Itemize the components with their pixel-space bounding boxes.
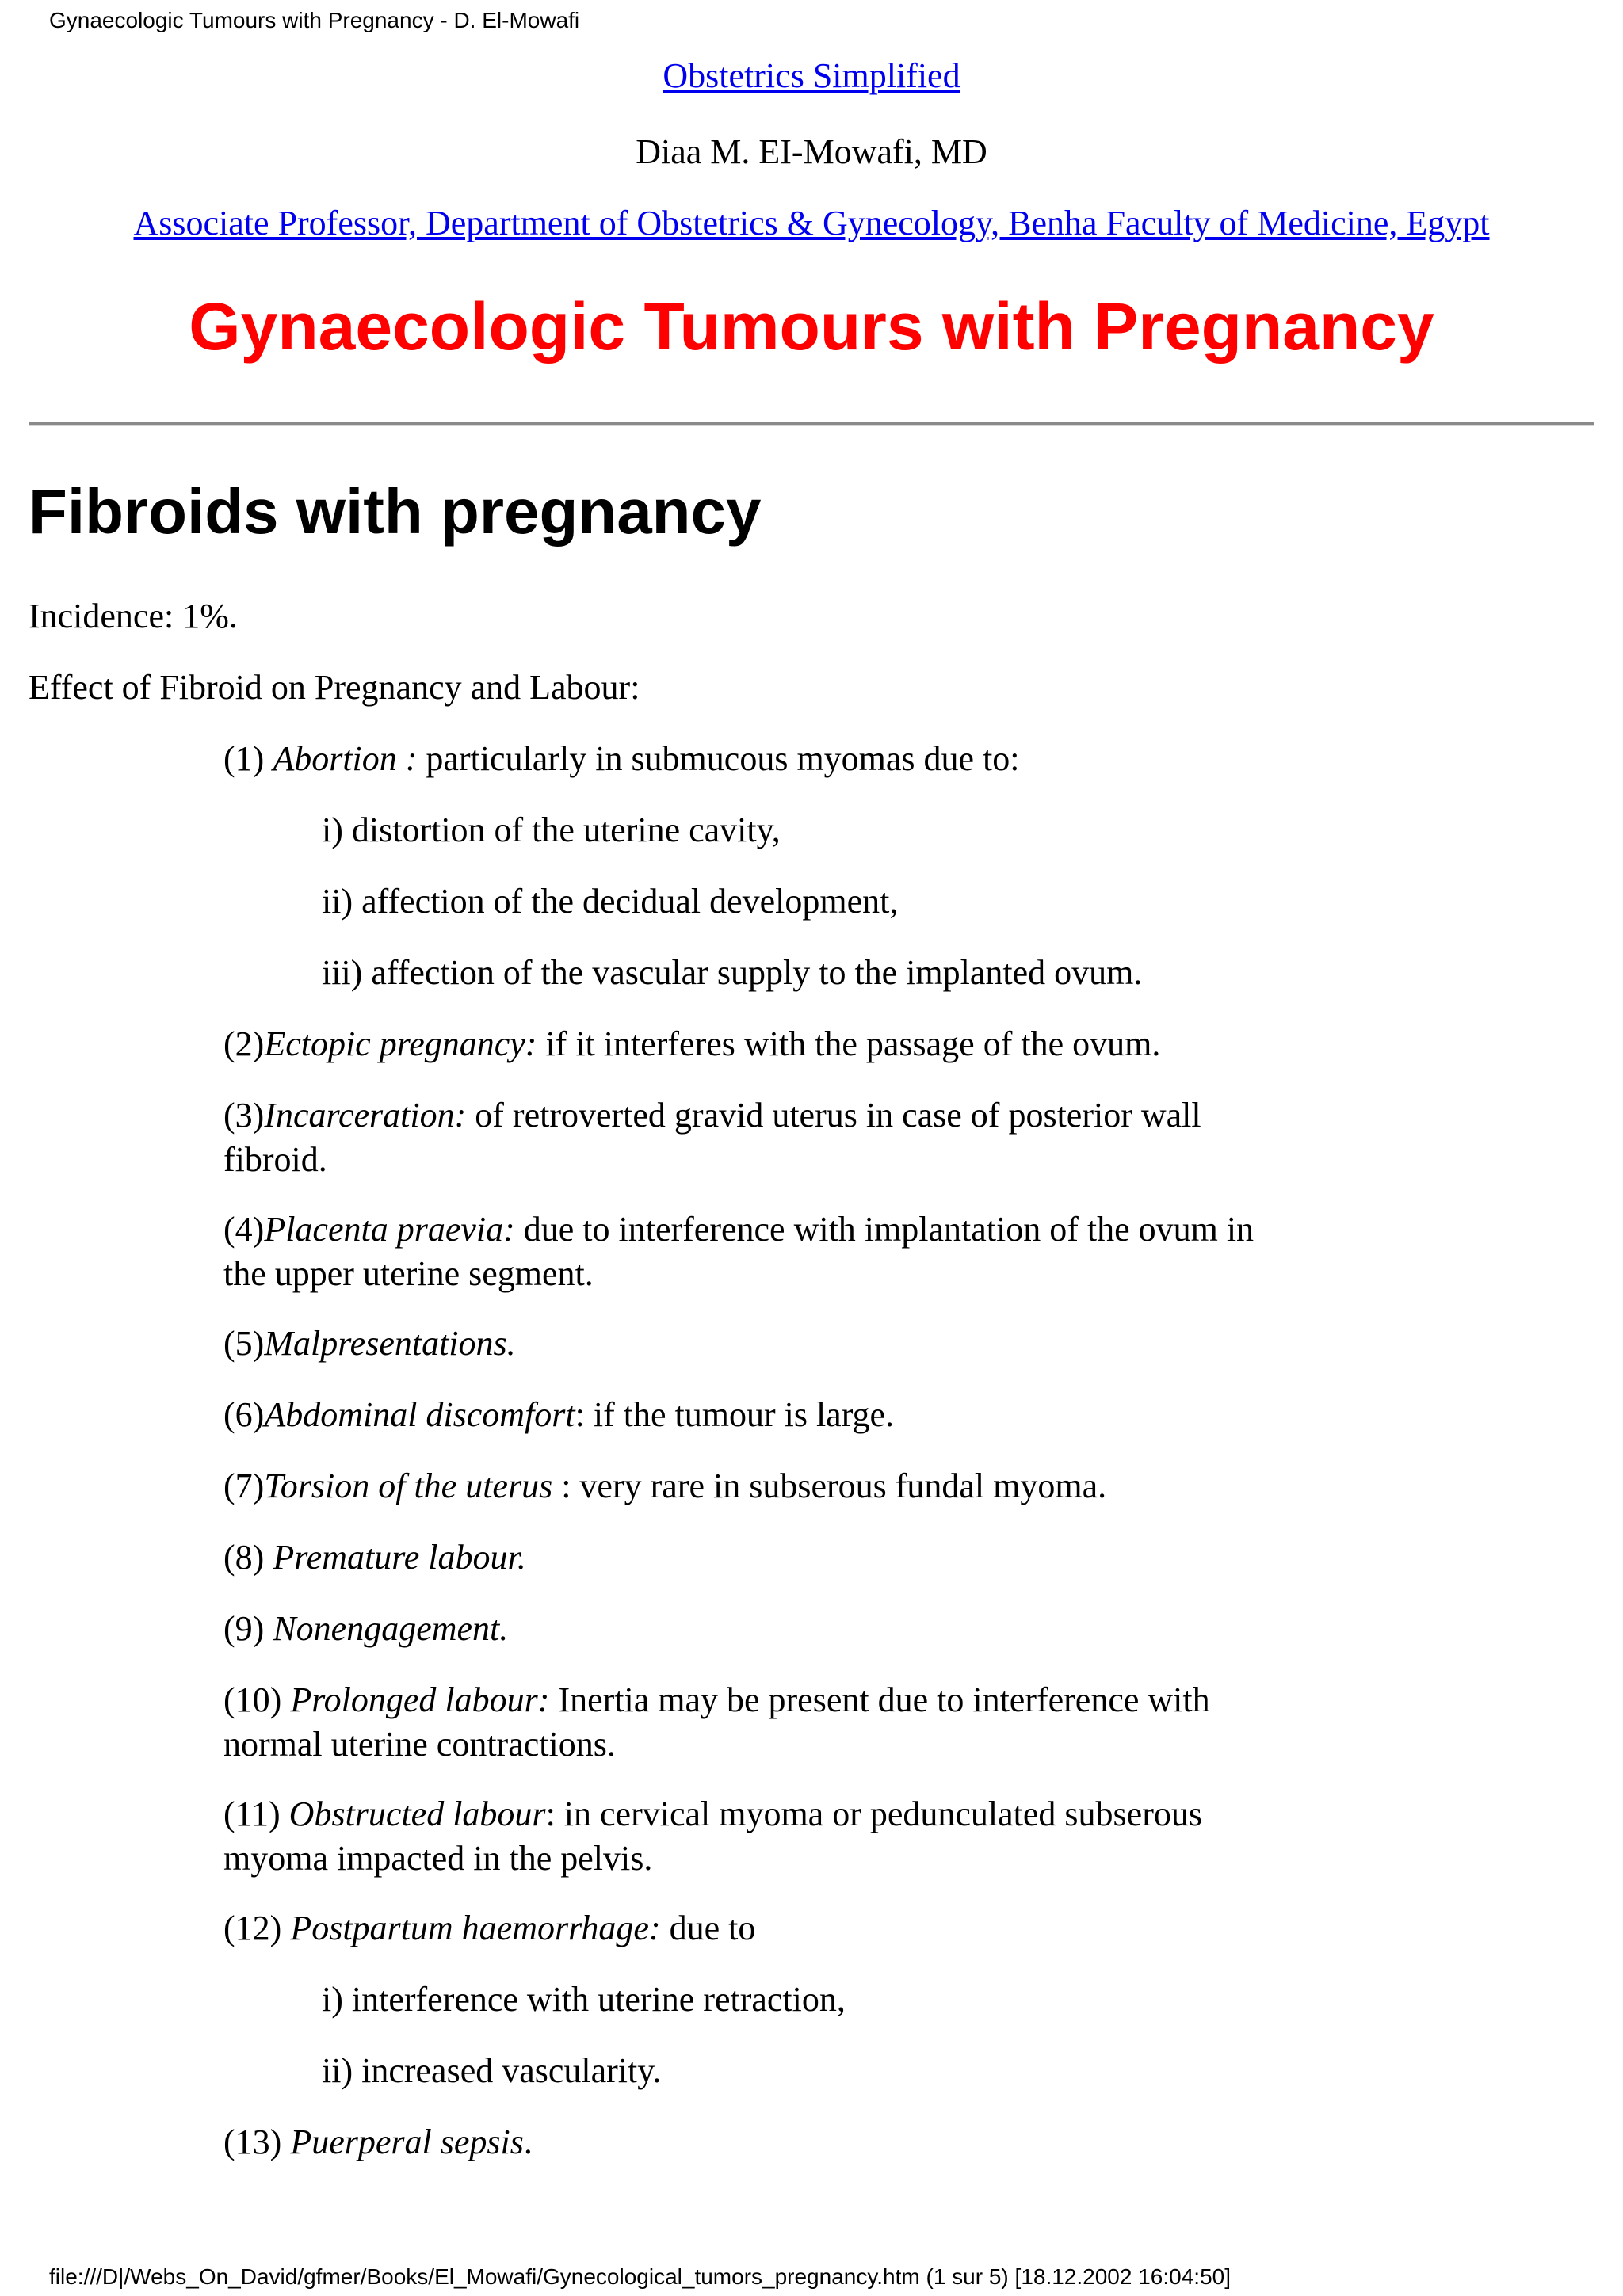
item-number: (9): [223, 1609, 273, 1648]
list-item: [223, 1393, 894, 1437]
item-term: Obstructed labour: [288, 1794, 546, 1833]
affiliation-link[interactable]: Associate Professor, Department of Obstetrics & Gynecology, Benha Faculty of Medicine, Egypt: [133, 204, 1490, 242]
item-number: (10): [223, 1680, 291, 1719]
item-number: (12): [223, 1909, 291, 1947]
sub-list-item: i) interference with uterine retraction,: [322, 1980, 846, 2019]
list-item: [223, 2120, 533, 2164]
list-item: [223, 1535, 526, 1580]
print-header: Gynaecologic Tumours with Pregnancy - D. El-Mowafi: [49, 8, 580, 32]
item-number: (11): [223, 1794, 289, 1833]
item-text: .: [523, 2122, 533, 2161]
item-term: Abdominal discomfort: [264, 1395, 575, 1434]
item-text: if it interferes with the passage of the ovum.: [537, 1024, 1161, 1063]
item-number: (6): [223, 1395, 265, 1434]
horizontal-divider: [29, 422, 1594, 426]
incidence-text: Incidence: 1%.: [29, 597, 238, 635]
item-term: Premature labour.: [273, 1538, 526, 1577]
item-text: : in cervical myoma or pedunculated subserous: [545, 1794, 1202, 1833]
sub-list-item: iii) affection of the vascular supply to the implanted ovum.: [322, 953, 1143, 992]
item-term: Ectopic pregnancy:: [264, 1024, 537, 1063]
item-term: Placenta praevia:: [264, 1210, 515, 1249]
item-text-continued: the upper uterine segment.: [223, 1254, 594, 1293]
list-item: [223, 1607, 508, 1651]
item-text: of retroverted gravid uterus in case of posterior wall: [466, 1096, 1201, 1135]
site-link-row: [0, 55, 1623, 96]
item-term: Torsion of the uterus: [264, 1466, 553, 1505]
affiliation-row: [0, 203, 1623, 243]
item-text-continued: normal uterine contractions.: [223, 1725, 616, 1764]
item-term: Puerperal sepsis: [290, 2122, 524, 2161]
sub-list-item: ii) affection of the decidual development,: [322, 882, 899, 921]
obstetrics-simplified-link[interactable]: Obstetrics Simplified: [663, 56, 960, 95]
effect-heading: Effect of Fibroid on Pregnancy and Labour:: [29, 668, 640, 707]
item-term: Prolonged labour:: [290, 1680, 550, 1719]
sub-list-item: i) distortion of the uterine cavity,: [322, 810, 781, 849]
sub-list-item: ii) increased vascularity.: [322, 2051, 662, 2090]
item-text: Inertia may be present due to interference with: [549, 1680, 1210, 1719]
list-item: [223, 1792, 1202, 1881]
list-item: [223, 737, 1020, 781]
item-number: (5): [223, 1324, 265, 1363]
item-number: (3): [223, 1096, 265, 1135]
item-number: (4): [223, 1210, 265, 1249]
item-number: (8): [223, 1538, 273, 1577]
list-item: [223, 1322, 516, 1366]
print-footer: file:///D|/Webs_On_David/gfmer/Books/El_Mowafi/Gynecological_tumors_pregnancy.htm (1 sur 5) [18.12.2002 16:04:50]: [49, 2264, 1231, 2289]
item-text: due to: [660, 1909, 756, 1947]
item-number: (13): [223, 2122, 291, 2161]
item-term: Abortion :: [273, 739, 418, 778]
item-text-continued: fibroid.: [223, 1140, 327, 1179]
list-item: [223, 1464, 1106, 1508]
item-text: due to interference with implantation of the ovum in: [514, 1210, 1254, 1249]
item-term: Postpartum haemorrhage:: [290, 1909, 661, 1947]
item-term: Nonengagement.: [273, 1609, 509, 1648]
item-term: Malpresentations.: [264, 1324, 516, 1363]
item-text: : very rare in subserous fundal myoma.: [552, 1466, 1107, 1505]
item-text-continued: myoma impacted in the pelvis.: [223, 1839, 653, 1878]
author-name: Diaa M. EI-Mowafi, MD: [636, 132, 987, 171]
item-text: particularly in submucous myomas due to:: [417, 739, 1020, 778]
item-text: : if the tumour is large.: [575, 1395, 895, 1434]
list-item: [223, 1022, 1160, 1066]
list-item: [223, 1906, 755, 1951]
item-number: (2): [223, 1024, 265, 1063]
page-title: Gynaecologic Tumours with Pregnancy: [189, 289, 1434, 364]
section-heading: Fibroids with pregnancy: [29, 476, 762, 547]
list-item: [223, 1207, 1254, 1296]
item-number: (1): [223, 739, 273, 778]
item-term: Incarceration:: [264, 1096, 467, 1135]
item-number: (7): [223, 1466, 265, 1505]
list-item: [223, 1093, 1201, 1182]
list-item: [223, 1678, 1210, 1767]
